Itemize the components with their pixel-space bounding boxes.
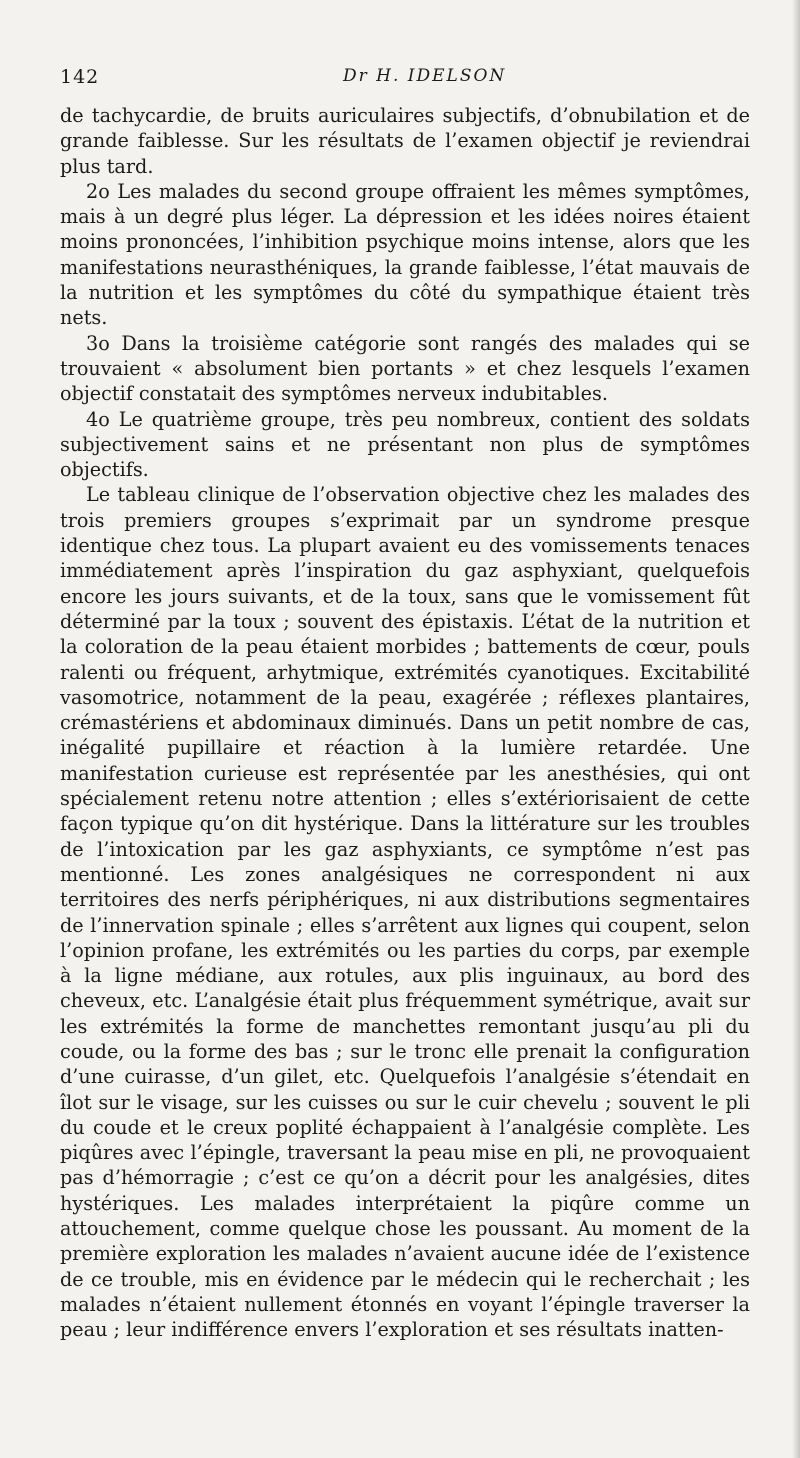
paragraph-group-4: 4o Le quatrième groupe, très peu nombreux, contient des soldats subjectivement sains et ne présentant non plus de symptômes objectifs. — [60, 407, 750, 482]
page-header — [60, 66, 750, 90]
paragraph-continuation: de tachycardie, de bruits auriculaires subjectifs, d’obnubilation et de grande faiblesse. Sur les résultats de l’examen objectif je reviendrai plus tard. — [60, 104, 750, 178]
page-number: 142 — [60, 66, 100, 88]
running-head: Dr H. IDELSON — [343, 66, 507, 86]
paragraph-group-2: 2o Les malades du second groupe offraient les mêmes symptômes, mais à un degré plus léger. La dépression et les idées noires étaient moins prononcées, l’inhibition psychique moins intense, alors que les manifestations neurasthéniques, la grande faiblesse, l’état mauvais de la nutrition et les symptômes du côté du sympathique étaient très nets. — [60, 179, 750, 330]
paragraph-group-3: 3o Dans la troisième catégorie sont rangés des malades qui se trouvaient « absolument bien portants » et chez lesquels l’examen objectif constatait des symptômes nerveux indubitables. — [60, 331, 750, 406]
body-text — [60, 103, 750, 1343]
page-edge-shadow — [792, 0, 800, 1458]
paragraph-clinical-picture: Le tableau clinique de l’observation objective chez les malades des trois premiers groupes s’exprimait par un syndrome presque identique chez tous. La plupart avaient eu des vomissements tenaces immédiatement après l’inspiration du gaz asphyxiant, quelquefois encore les jours suivants, et de la toux, sans que le vomissement fût déterminé par la toux ; souvent des épistaxis. L’état de la nutrition et la coloration de la peau étaient morbides ; battements de cœur, pouls ralenti ou fréquent, arhytmique, extrémités cyanotiques. Excitabilité vasomotrice, notamment de la peau, exagérée ; réflexes plantaires, crémastériens et abdominaux diminués. Dans un petit nombre de cas, inégalité pupillaire et réaction à la lumière retardée. Une manifestation curieuse est représentée par les anesthésies, qui ont spécialement retenu notre attention ; elles s’extériorisaient de cette façon typique qu’on dit hystérique. Dans la littérature sur les troubles de l’intoxication par les gaz asphyxiants, ce symptôme n’est pas mentionné. Les zones analgésiques ne correspondent ni aux territoires des nerfs périphériques, ni aux distributions segmentaires de l’innervation spinale ; elles s’arrêtent aux lignes qui coupent, selon l’opinion profane, les extrémités ou les parties du corps, par exemple à la ligne médiane, aux rotules, aux plis inguinaux, au bord des cheveux, etc. L’analgésie était plus fréquemment symétrique, avait sur les extrémités la forme de manchettes remontant jusqu’au pli du coude, ou la forme des bas ; sur le tronc elle prenait la configuration d’une cuirasse, d’un gilet, etc. Quelquefois l’analgésie s’étendait en îlot sur le visage, sur les cuisses ou sur le cuir chevelu ; souvent le pli du coude et le creux poplité échappaient à l’analgésie complète. Les piqûres avec l’épingle, traversant la peau mise en pli, ne provoquaient pas d’hémorragie ; c’est ce qu’on a décrit pour les analgésies, dites hystériques. Les malades interprétaient la piqûre comme un attouchement, comme quelque chose les poussant. Au moment de la première exploration les malades n’avaient aucune idée de l’existence de ce trouble, mis en évidence par le médecin qui le recherchait ; les malades n’étaient nullement étonnés en voyant l’épingle traverser la peau ; leur indifférence envers l’exploration et ses résultats inatten- — [60, 483, 750, 1342]
